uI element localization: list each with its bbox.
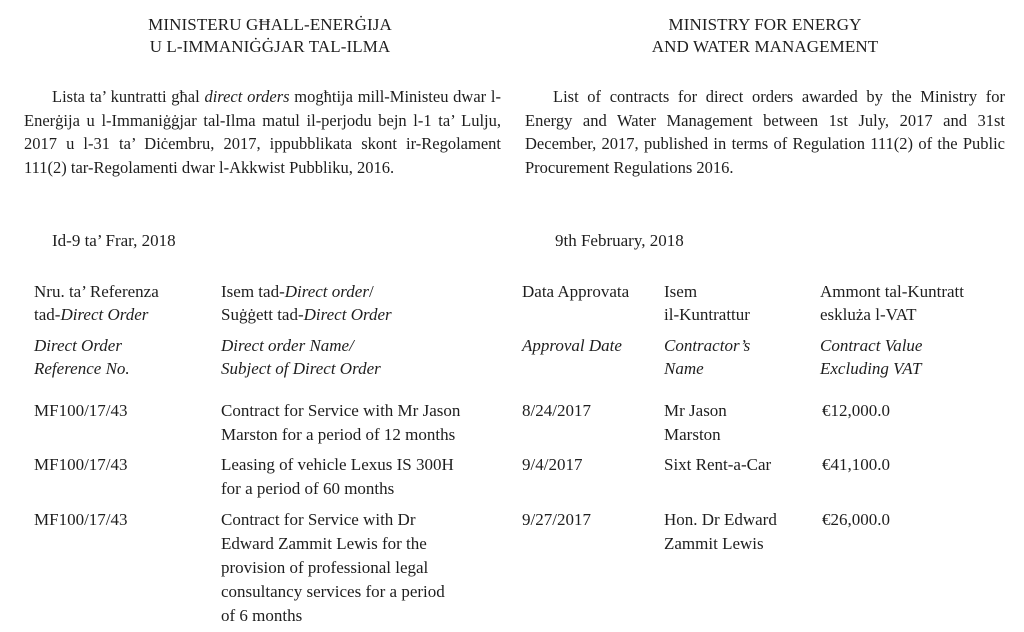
column-header-date-mt — [522, 280, 629, 303]
column-header-name-en — [221, 334, 381, 380]
column-header-name-en-line1: Direct order Name/ — [221, 336, 354, 355]
row3-ref: MF100/17/43 — [34, 510, 128, 529]
row1-contractor-line1: Mr Jason — [664, 401, 727, 420]
row3-name-line3: provision of professional legal — [221, 558, 429, 577]
column-header-value-en-line1: Contract Value — [820, 336, 923, 355]
column-header-contractor-mt-line1: Isem — [664, 282, 698, 301]
maltese-intro-paragraph — [24, 85, 501, 179]
column-header-date-en — [522, 334, 622, 357]
column-header-ref-mt — [34, 280, 159, 326]
row1-name — [221, 399, 460, 447]
row1-date: 8/24/2017 — [522, 401, 591, 420]
row3-name-line4: consultancy services for a period — [221, 582, 445, 601]
row3-name-line5: of 6 months — [221, 606, 303, 625]
row1-contractor — [664, 399, 727, 447]
maltese-intro-italic: direct orders — [204, 87, 290, 106]
maltese-ministry-title-line2: U L-IMMANIĠĠJAR TAL-ILMA — [149, 37, 391, 56]
maltese-ministry-title-line1: MINISTERU GĦALL-ENERĠIJA — [148, 15, 392, 34]
english-intro-text: List of contracts for direct orders awarded by the Ministry for Energy and Water Management between 1st July, 2017 and 31st December, 2017, published in terms of Regulation 111(2) of the Public Procurement Regulations 2016. — [525, 87, 1005, 177]
column-header-value-mt-line1: Ammont tal-Kuntratt — [820, 282, 965, 301]
maltese-ministry-title — [24, 14, 516, 58]
english-ministry-title-line2: AND WATER MANAGEMENT — [651, 37, 879, 56]
row1-value: €12,000.0 — [822, 401, 890, 420]
column-header-contractor-mt — [664, 280, 750, 326]
row2-name-line2: for a period of 60 months — [221, 479, 395, 498]
column-header-ref-mt-line1: Nru. ta’ Referenza — [34, 282, 159, 301]
row3-name-line1: Contract for Service with Dr — [221, 510, 416, 529]
column-header-value-en-line2: Excluding VAT — [820, 359, 922, 378]
english-date: 9th February, 2018 — [555, 231, 684, 250]
row2-date: 9/4/2017 — [522, 455, 583, 474]
column-header-contractor-en — [664, 334, 750, 380]
row3-contractor-line2: Zammit Lewis — [664, 534, 764, 553]
maltese-intro-text-end: mogħtija mill-Ministeu dwar l-Enerġija u l-Immaniġġjar tal-Ilma matul il-perjodu bejn l-1 ta’ Lulju, 2017 u l-31 ta’ Diċembru, 2017, ippubblikata skont ir-Regolament 111(2) tar-Regolamenti dwar l-Akkwist Pubbliku, 2016. — [24, 87, 501, 177]
row2-contractor — [664, 453, 771, 477]
english-intro-paragraph — [525, 85, 1005, 179]
column-header-ref-en — [34, 334, 130, 380]
column-header-value-en — [820, 334, 922, 380]
row3-contractor — [664, 508, 777, 556]
row3-name — [221, 508, 445, 628]
column-header-name-mt-line2: Suġġett tad-Direct Order — [221, 305, 392, 324]
column-header-ref-en-line2: Reference No. — [34, 359, 130, 378]
column-header-name-en-line2: Subject of Direct Order — [221, 359, 381, 378]
row1-name-line1: Contract for Service with Mr Jason — [221, 401, 461, 420]
row2-ref: MF100/17/43 — [34, 455, 128, 474]
column-header-contractor-mt-line2: il-Kuntrattur — [664, 305, 750, 324]
column-header-name-mt — [221, 280, 392, 326]
row3-name-line2: Edward Zammit Lewis for the — [221, 534, 427, 553]
column-header-ref-mt-line2: tad-Direct Order — [34, 305, 149, 324]
row2-value: €41,100.0 — [822, 455, 890, 474]
row3-date: 9/27/2017 — [522, 510, 591, 529]
row1-name-line2: Marston for a period of 12 months — [221, 425, 456, 444]
row1-ref: MF100/17/43 — [34, 401, 128, 420]
row3-value: €26,000.0 — [822, 510, 890, 529]
row2-contractor-line1: Sixt Rent-a-Car — [664, 455, 772, 474]
english-ministry-title-line1: MINISTRY FOR ENERGY — [668, 15, 862, 34]
column-header-date-en-line1: Approval Date — [522, 336, 622, 355]
column-header-contractor-en-line1: Contractor’s — [664, 336, 751, 355]
column-header-name-mt-line1: Isem tad-Direct order/ — [221, 282, 374, 301]
column-header-contractor-en-line2: Name — [664, 359, 704, 378]
column-header-date-mt-line1: Data Approvata — [522, 282, 630, 301]
column-header-value-mt-line2: eskluża l-VAT — [820, 305, 917, 324]
maltese-date: Id-9 ta’ Frar, 2018 — [52, 231, 176, 250]
row2-name-line1: Leasing of vehicle Lexus IS 300H — [221, 455, 454, 474]
row3-contractor-line1: Hon. Dr Edward — [664, 510, 777, 529]
column-header-ref-en-line1: Direct Order — [34, 336, 122, 355]
english-ministry-title — [525, 14, 1005, 58]
row1-contractor-line2: Marston — [664, 425, 721, 444]
row2-name — [221, 453, 454, 501]
maltese-intro-text-start: Lista ta’ kuntratti għal — [52, 87, 205, 106]
column-header-value-mt — [820, 280, 964, 326]
